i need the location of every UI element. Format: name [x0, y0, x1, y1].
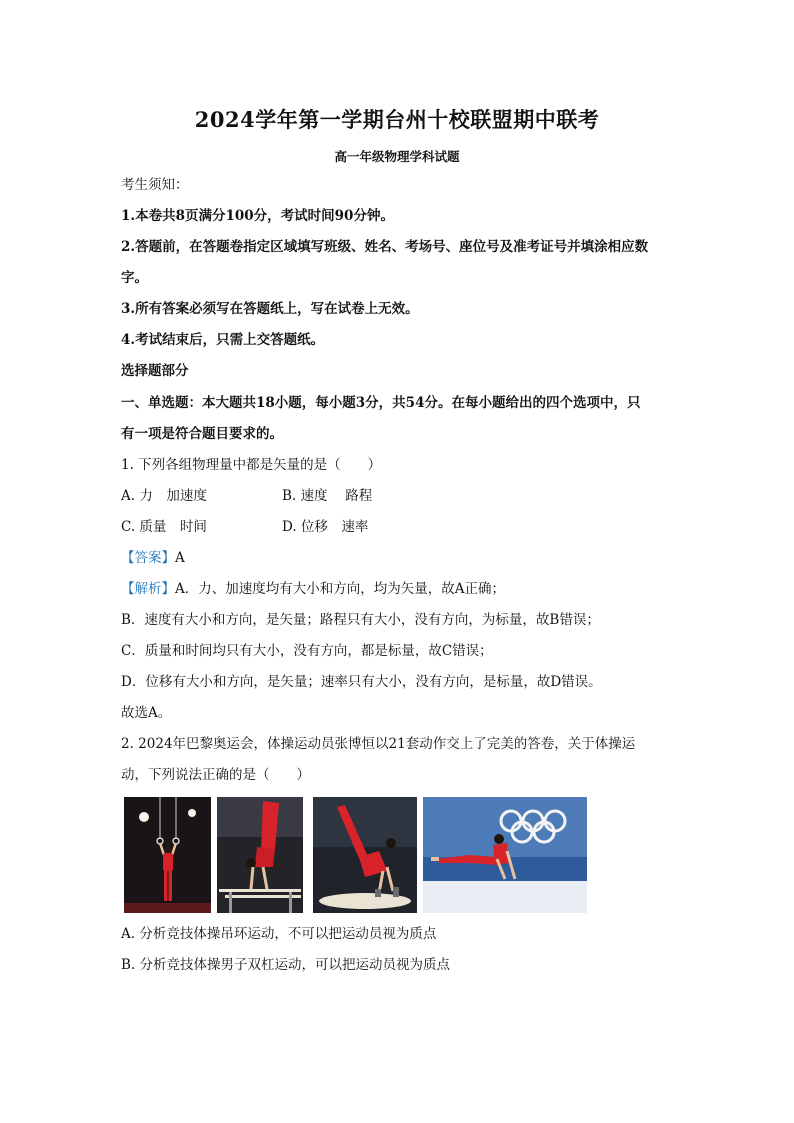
- q1-conclusion: 故选A。: [121, 705, 172, 721]
- q1-answer: [121, 549, 185, 567]
- notice-item-2: 2.答题前，在答题卷指定区域填写班级、姓名、考场号、座位号及准考证号并填涂相应数: [121, 239, 649, 255]
- section-label: 选择题部分: [121, 363, 189, 379]
- page-subtitle: 高一年级物理学科试题: [334, 149, 460, 164]
- photo-rings: [124, 797, 211, 913]
- q1-analysis-1: [121, 580, 505, 598]
- notice-item-3: 3.所有答案必须写在答题纸上，写在试卷上无效。: [121, 301, 419, 317]
- notice-item-1: 1.本卷共8页满分100分，考试时间90分钟。: [121, 208, 394, 224]
- notice-item-4: 4.考试结束后，只需上交答题纸。: [121, 332, 325, 348]
- page-title: 2024学年第一学期台州十校联盟期中联考: [194, 107, 600, 132]
- q2-stem-line2: 动，下列说法正确的是（ ）: [121, 767, 310, 783]
- photo-floor-olympic: [423, 797, 587, 913]
- notice-item-2-cont: 字。: [121, 270, 148, 286]
- analysis-tag: 【解析】: [121, 581, 175, 597]
- q1-option-a: A. 力 加速度: [121, 488, 207, 504]
- q2-stem-line1: 2. 2024年巴黎奥运会，体操运动员张博恒以21套动作交上了完美的答卷，关于体操运: [121, 736, 636, 752]
- photo-parallel-bars: [217, 797, 303, 913]
- q1-stem: 1. 下列各组物理量中都是矢量的是（ ）: [121, 457, 382, 473]
- answer-tag: 【答案】: [121, 550, 175, 566]
- section-intro-line1: 一、单选题：本大题共18小题，每小题3分，共54分。在每小题给出的四个选项中，只: [121, 395, 641, 411]
- answer-value: A: [175, 550, 185, 566]
- q1-analysis-2: B．速度有大小和方向，是矢量；路程只有大小，没有方向，为标量，故B错误；: [121, 612, 600, 628]
- q2-option-a: A. 分析竞技体操吊环运动，不可以把运动员视为质点: [121, 926, 437, 942]
- q1-analysis-3: C．质量和时间均只有大小，没有方向，都是标量，故C错误；: [121, 643, 493, 659]
- analysis-text: A．力、加速度均有大小和方向，均为矢量，故A正确；: [175, 581, 505, 597]
- q1-option-b: B. 速度 路程: [282, 488, 373, 504]
- photo-pommel-horse: [313, 797, 417, 913]
- notice-heading: 考生须知：: [121, 177, 189, 193]
- q2-option-b: B. 分析竞技体操男子双杠运动，可以把运动员视为质点: [121, 957, 451, 973]
- q1-option-c: C. 质量 时间: [121, 519, 207, 535]
- section-intro-line2: 有一项是符合题目要求的。: [121, 426, 283, 442]
- q1-option-d: D. 位移 速率: [282, 519, 369, 535]
- q1-analysis-4: D．位移有大小和方向，是矢量；速率只有大小，没有方向，是标量，故D错误。: [121, 674, 602, 690]
